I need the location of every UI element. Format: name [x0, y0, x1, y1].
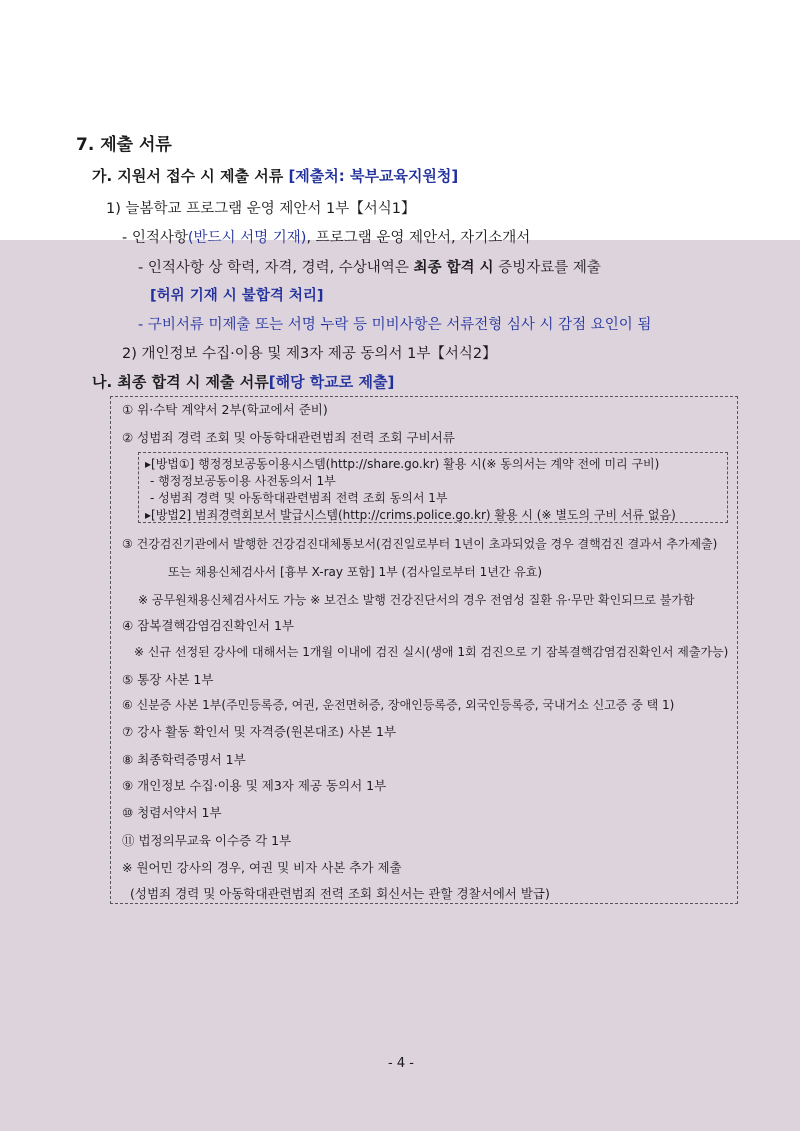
part-b-heading-note: [해당 학교로 제출]	[268, 373, 395, 391]
box-line-3b: 또는 채용신체검사서 [흉부 X-ray 포함] 1부 (검사일로부터 1년간 유효)	[168, 565, 543, 579]
box-line-11: ⑪ 법정의무교육 이수증 각 1부	[122, 833, 292, 848]
method-line-1: ▸[방법①] 행정정보공동이용시스템(http://share.go.kr) 활용 시(※ 동의서는 계약 전에 미리 구비)	[145, 457, 660, 471]
sub-suffix: , 프로그램 운영 제안서, 자기소개서	[306, 230, 531, 246]
sub2-suffix: 증빙자료를 제출	[493, 260, 601, 276]
box-line-13: (성범죄 경력 및 아동학대관련범죄 전력 조회 회신서는 관할 경찰서에서 발급)	[130, 886, 550, 901]
box-line-3c: ※ 공무원채용신체검사서도 가능 ※ 보건소 발행 건강진단서의 경우 전염성 질환 유·무만 확인되므로 불가함	[138, 593, 695, 607]
sub-note: (반드시 서명 기재)	[187, 230, 307, 246]
box-line-6: ⑥ 신분증 사본 1부(주민등록증, 여권, 운전면허증, 장애인등록증, 외국인등록증, 국내거소 신고증 중 택 1)	[122, 698, 675, 712]
method-line-3: - 성범죄 경력 및 아동학대관련범죄 전력 조회 동의서 1부	[150, 491, 448, 505]
part-a-item1-sub2	[138, 256, 601, 277]
part-b-heading	[92, 371, 394, 392]
box-line-2: ② 성범죄 경력 조회 및 아동학대관련범죄 전력 조회 구비서류	[122, 430, 455, 445]
page-number: - 4 -	[388, 1056, 414, 1071]
box-line-4: ④ 잠복결핵감염검진확인서 1부	[122, 618, 295, 633]
box-line-7: ⑦ 강사 활동 확인서 및 자격증(원본대조) 사본 1부	[122, 724, 397, 739]
part-a-item1: 1) 늘봄학교 프로그램 운영 제안서 1부【서식1】	[106, 201, 416, 217]
sub2-bold: 최종 합격 시	[413, 260, 494, 276]
part-a-item1-sub	[122, 226, 530, 247]
box-line-1: ① 위·수탁 계약서 2부(학교에서 준비)	[122, 402, 328, 417]
part-a-heading	[92, 165, 458, 186]
method-line-2: - 행정정보공동이용 사전동의서 1부	[150, 474, 336, 488]
part-a-heading-note: [제출처: 북부교육지원청]	[288, 167, 459, 185]
box-line-9: ⑨ 개인정보 수집·이용 및 제3자 제공 동의서 1부	[122, 778, 387, 793]
part-a-item1-sub3: - 구비서류 미제출 또는 서명 누락 등 미비사항은 서류전형 심사 시 감점 요인이 됨	[138, 317, 652, 333]
box-line-12: ※ 원어민 강사의 경우, 여권 및 비자 사본 추가 제출	[122, 860, 402, 875]
part-a-heading-text: 가. 지원서 접수 시 제출 서류	[92, 167, 289, 185]
part-a-item2: 2) 개인정보 수집·이용 및 제3자 제공 동의서 1부【서식2】	[122, 346, 497, 362]
box-line-10: ⑩ 청렴서약서 1부	[122, 805, 222, 820]
part-a-warning: [허위 기재 시 불합격 처리]	[150, 288, 324, 304]
section-title: 7. 제출 서류	[76, 135, 172, 155]
box-line-4b: ※ 신규 선정된 강사에 대해서는 1개월 이내에 검진 실시(생애 1회 검진으로 기 잠복결핵감염검진확인서 제출가능)	[134, 645, 729, 659]
sub2-prefix: - 인적사항 상 학력, 자격, 경력, 수상내역은	[138, 260, 414, 276]
part-b-heading-text: 나. 최종 합격 시 제출 서류	[92, 373, 269, 391]
sub-prefix: - 인적사항	[122, 230, 188, 246]
box-line-5: ⑤ 통장 사본 1부	[122, 672, 214, 687]
box-line-8: ⑧ 최종학력증명서 1부	[122, 752, 246, 767]
method-line-4: ▸[방법2] 범죄경력회보서 발급시스템(http://crims.police.go.kr) 활용 시 (※ 별도의 구비 서류 없음)	[145, 508, 676, 522]
box-line-3: ③ 건강검진기관에서 발행한 건강검진대체통보서(검진일로부터 1년이 초과되었을 경우 결핵검진 결과서 추가제출)	[122, 537, 718, 551]
